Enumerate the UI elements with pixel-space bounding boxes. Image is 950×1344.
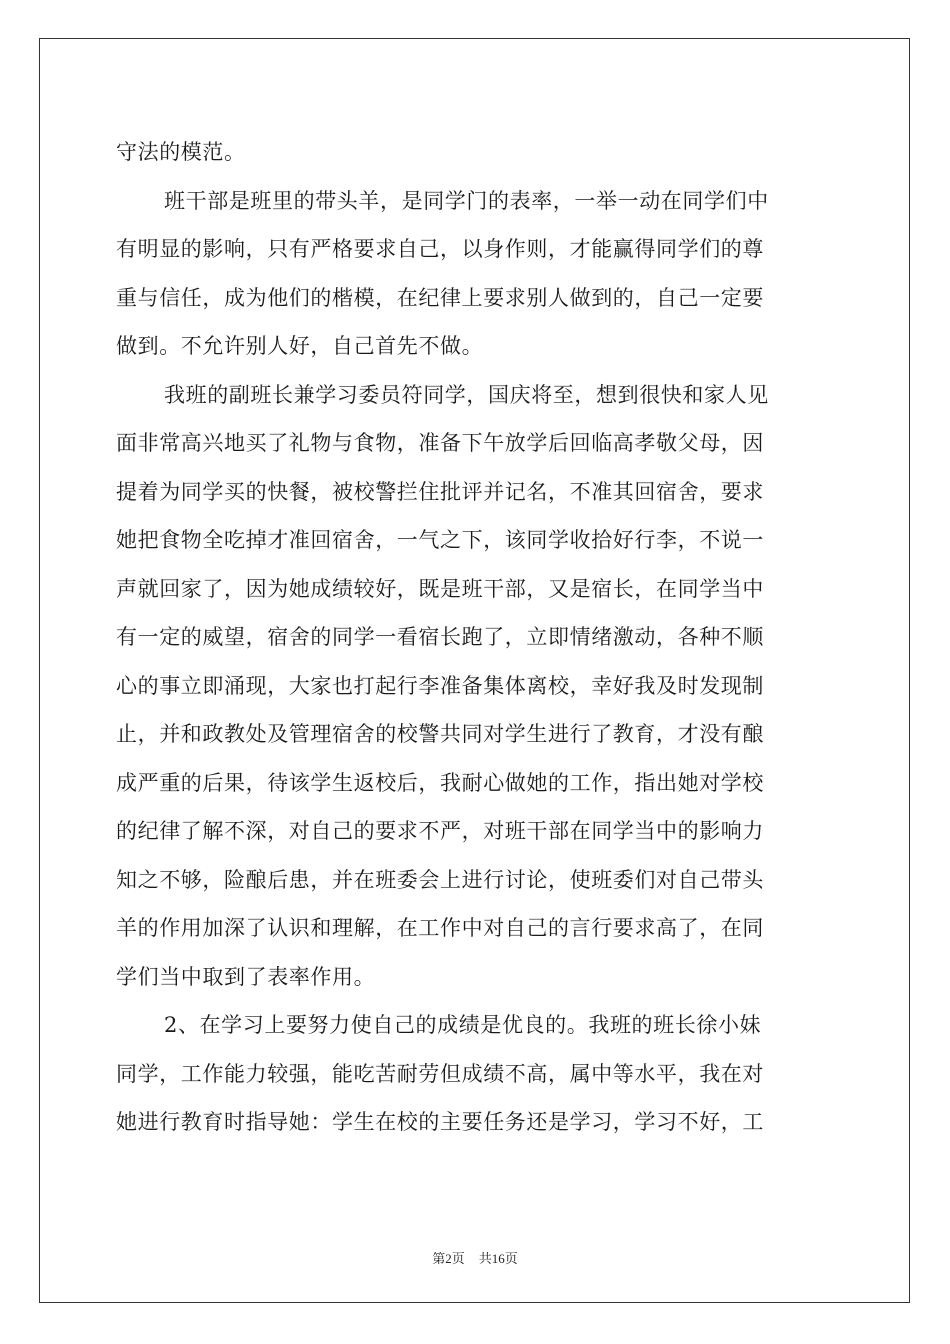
text-line: 提着为同学买的快餐，被校警拦住批评并记名，不准其回宿舍，要求 [116, 479, 764, 504]
text-line: 有明显的影响，只有严格要求自己，以身作则，才能赢得同学们的尊 [116, 237, 764, 261]
text-line: 她把食物全吃掉才准回宿舍，一气之下，该同学收拾好行李，不说一 [116, 528, 764, 552]
text-line: 重与信任，成为他们的楷模，在纪律上要求别人做到的，自己一定要 [116, 285, 764, 310]
page-total: 共16页 [478, 1251, 518, 1266]
text-line: 的纪律了解不深，对自己的要求不严，对班干部在同学当中的影响力 [116, 819, 764, 843]
text-line: 同学，工作能力较强，能吃苦耐劳但成绩不高，属中等水平，我在对 [116, 1061, 764, 1086]
text-line: 我班的副班长兼学习委员符同学，国庆将至，想到很快和家人见 [164, 382, 769, 407]
text-line: 学们当中取到了表率作用。 [116, 964, 376, 989]
page-footer [0, 1248, 950, 1267]
page-number: 第2页 [432, 1251, 465, 1266]
text-line: 有一定的威望，宿舍的同学一看宿长跑了，立即情绪激动，各种不顺 [116, 625, 764, 649]
text-line: 做到。不允许别人好，自己首先不做。 [116, 334, 484, 358]
text-line: 知之不够，险酿后患，并在班委会上进行讨论，使班委们对自己带头 [116, 867, 764, 892]
text-line: 心的事立即涌现，大家也打起行李准备集体离校，幸好我及时发现制 [116, 673, 764, 698]
document-body [116, 128, 836, 1147]
text-line: 班干部是班里的带头羊，是同学门的表率，一举一动在同学们中 [164, 188, 769, 213]
text-line: 声就回家了，因为她成绩较好，既是班干部，又是宿长，在同学当中 [116, 576, 764, 601]
text-line: 羊的作用加深了认识和理解，在工作中对自己的言行要求高了，在同 [116, 916, 764, 940]
text-line: 她进行教育时指导她：学生在校的主要任务还是学习，学习不好，工 [116, 1110, 764, 1134]
text-line: 守法的模范。 [116, 140, 246, 164]
text-line: 止，并和政教处及管理宿舍的校警共同对学生进行了教育，才没有酿 [116, 722, 764, 746]
text-line: 面非常高兴地买了礼物与食物，准备下午放学后回临高孝敬父母，因 [116, 431, 764, 455]
text-line: 2、在学习上要努力使自己的成绩是优良的。我班的班长徐小妹 [164, 1013, 762, 1037]
text-line: 成严重的后果，待该学生返校后，我耐心做她的工作，指出她对学校 [116, 770, 764, 795]
